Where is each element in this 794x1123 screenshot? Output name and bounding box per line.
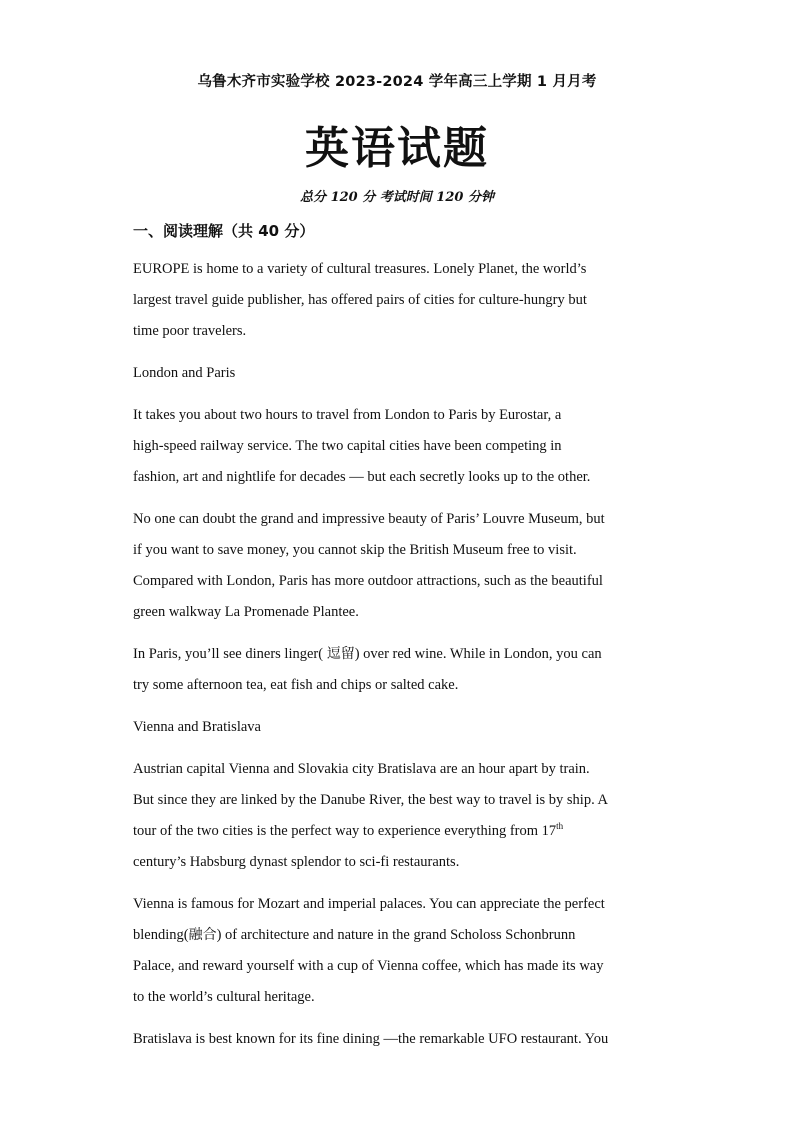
- text-line: Bratislava is best known for its fine dining —the remarkable UFO restaurant. You: [133, 1031, 609, 1047]
- text-line: largest travel guide publisher, has offered pairs of cities for culture-hungry but: [133, 292, 587, 308]
- cjk-gloss: 逗留: [326, 646, 355, 662]
- text-fragment: tour of the two cities is the perfect way to experience everything from 17: [133, 823, 557, 839]
- text-line: But since they are linked by the Danube River, the best way to travel is by ship. A: [133, 792, 608, 808]
- text-line: [133, 639, 663, 670]
- text-line: to the world’s cultural heritage.: [133, 989, 315, 1005]
- paragraph-diners: [133, 639, 663, 701]
- text-line: if you want to save money, you cannot skip the British Museum free to visit.: [133, 542, 577, 558]
- text-line: EUROPE is home to a variety of cultural treasures. Lonely Planet, the world’s: [133, 261, 587, 277]
- text-fragment: blending(: [133, 927, 189, 943]
- text-line: [133, 920, 663, 951]
- text-line: century’s Habsburg dynast splendor to sci-fi restaurants.: [133, 854, 460, 870]
- text-line: Vienna is famous for Mozart and imperial palaces. You can appreciate the perfect: [133, 896, 605, 912]
- text-fragment: ) over red wine. While in London, you can: [354, 646, 602, 662]
- text-fragment: ) of architecture and nature in the grand Scholoss Schonbrunn: [216, 927, 576, 943]
- text-line: green walkway La Promenade Plantee.: [133, 604, 359, 620]
- text-line: fashion, art and nightlife for decades — but each secretly looks up to the other.: [133, 469, 591, 485]
- section-heading-reading: 一、阅读理解（共 40 分）: [133, 222, 315, 240]
- text-line: high-speed railway service. The two capital cities have been competing in: [133, 438, 562, 454]
- paragraph-eurostar: [133, 400, 663, 493]
- text-line: try some afternoon tea, eat fish and chips or salted cake.: [133, 677, 459, 693]
- text-fragment: In Paris, you’ll see diners linger(: [133, 646, 327, 662]
- text-line: No one can doubt the grand and impressive beauty of Paris’ Louvre Museum, but: [133, 511, 605, 527]
- exam-subtitle: 总分 120 分 考试时间 120 分钟: [300, 190, 494, 205]
- text-line: time poor travelers.: [133, 323, 247, 339]
- subheading-vienna-bratislava: [133, 712, 663, 743]
- text-line: Austrian capital Vienna and Slovakia city Bratislava are an hour apart by train.: [133, 761, 590, 777]
- superscript-ordinal: th: [556, 821, 564, 832]
- paragraph-louvre: [133, 504, 663, 628]
- text-line: Palace, and reward yourself with a cup of Vienna coffee, which has made its way: [133, 958, 604, 974]
- cjk-gloss: 融合: [188, 927, 217, 943]
- paragraph-intro: [133, 254, 663, 347]
- reading-passage: [133, 254, 663, 1066]
- text-line: [133, 816, 663, 847]
- exam-header-line: 乌鲁木齐市实验学校 2023-2024 学年高三上学期 1 月月考: [197, 74, 597, 90]
- paragraph-danube: [133, 754, 663, 878]
- text-line: It takes you about two hours to travel from London to Paris by Eurostar, a: [133, 407, 562, 423]
- text-line: London and Paris: [133, 365, 236, 381]
- paragraph-mozart: [133, 889, 663, 1013]
- text-line: Vienna and Bratislava: [133, 719, 261, 735]
- text-line: Compared with London, Paris has more outdoor attractions, such as the beautiful: [133, 573, 603, 589]
- paragraph-ufo-restaurant: [133, 1024, 663, 1055]
- page-title: 英语试题: [305, 123, 489, 174]
- subheading-london-paris: [133, 358, 663, 389]
